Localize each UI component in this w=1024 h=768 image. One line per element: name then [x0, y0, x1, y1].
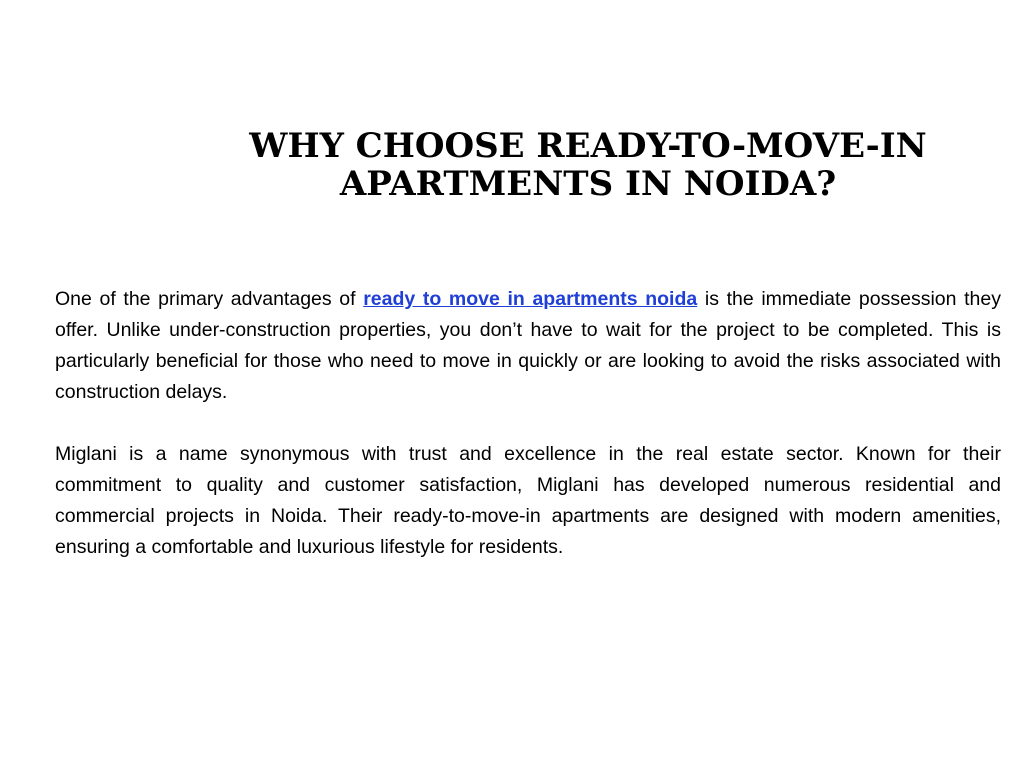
paragraph-1-rest: is the immediate possession they offer. Unlike under-construction properties, you don’t have to wait for the project to be completed. This is particularly beneficial for those who need to move in quickly or are looking to avoid the risks associated with construction delays.: [55, 288, 1001, 403]
ready-to-move-link[interactable]: ready to move in apartments noida: [363, 288, 698, 310]
body-text: [55, 284, 1001, 594]
paragraph-2: Miglani is a name synonymous with trust and excellence in the real estate sector. Known for their commitment to quality and customer satisfaction, Miglani has developed numerous residential and commercial projects in Noida. Their ready-to-move-in apartments are designed with modern amenities, ensuring a comfortable and luxurious lifestyle for residents.: [55, 443, 1001, 558]
page-title: [150, 127, 1024, 203]
paragraph-1-intro: One of the primary advantages of: [55, 288, 364, 310]
title-line-1: WHY CHOOSE READY-TO-MOVE-IN: [249, 125, 927, 166]
paragraph-1: [55, 284, 1001, 408]
title-line-2: APARTMENTS IN NOIDA?: [339, 163, 837, 204]
